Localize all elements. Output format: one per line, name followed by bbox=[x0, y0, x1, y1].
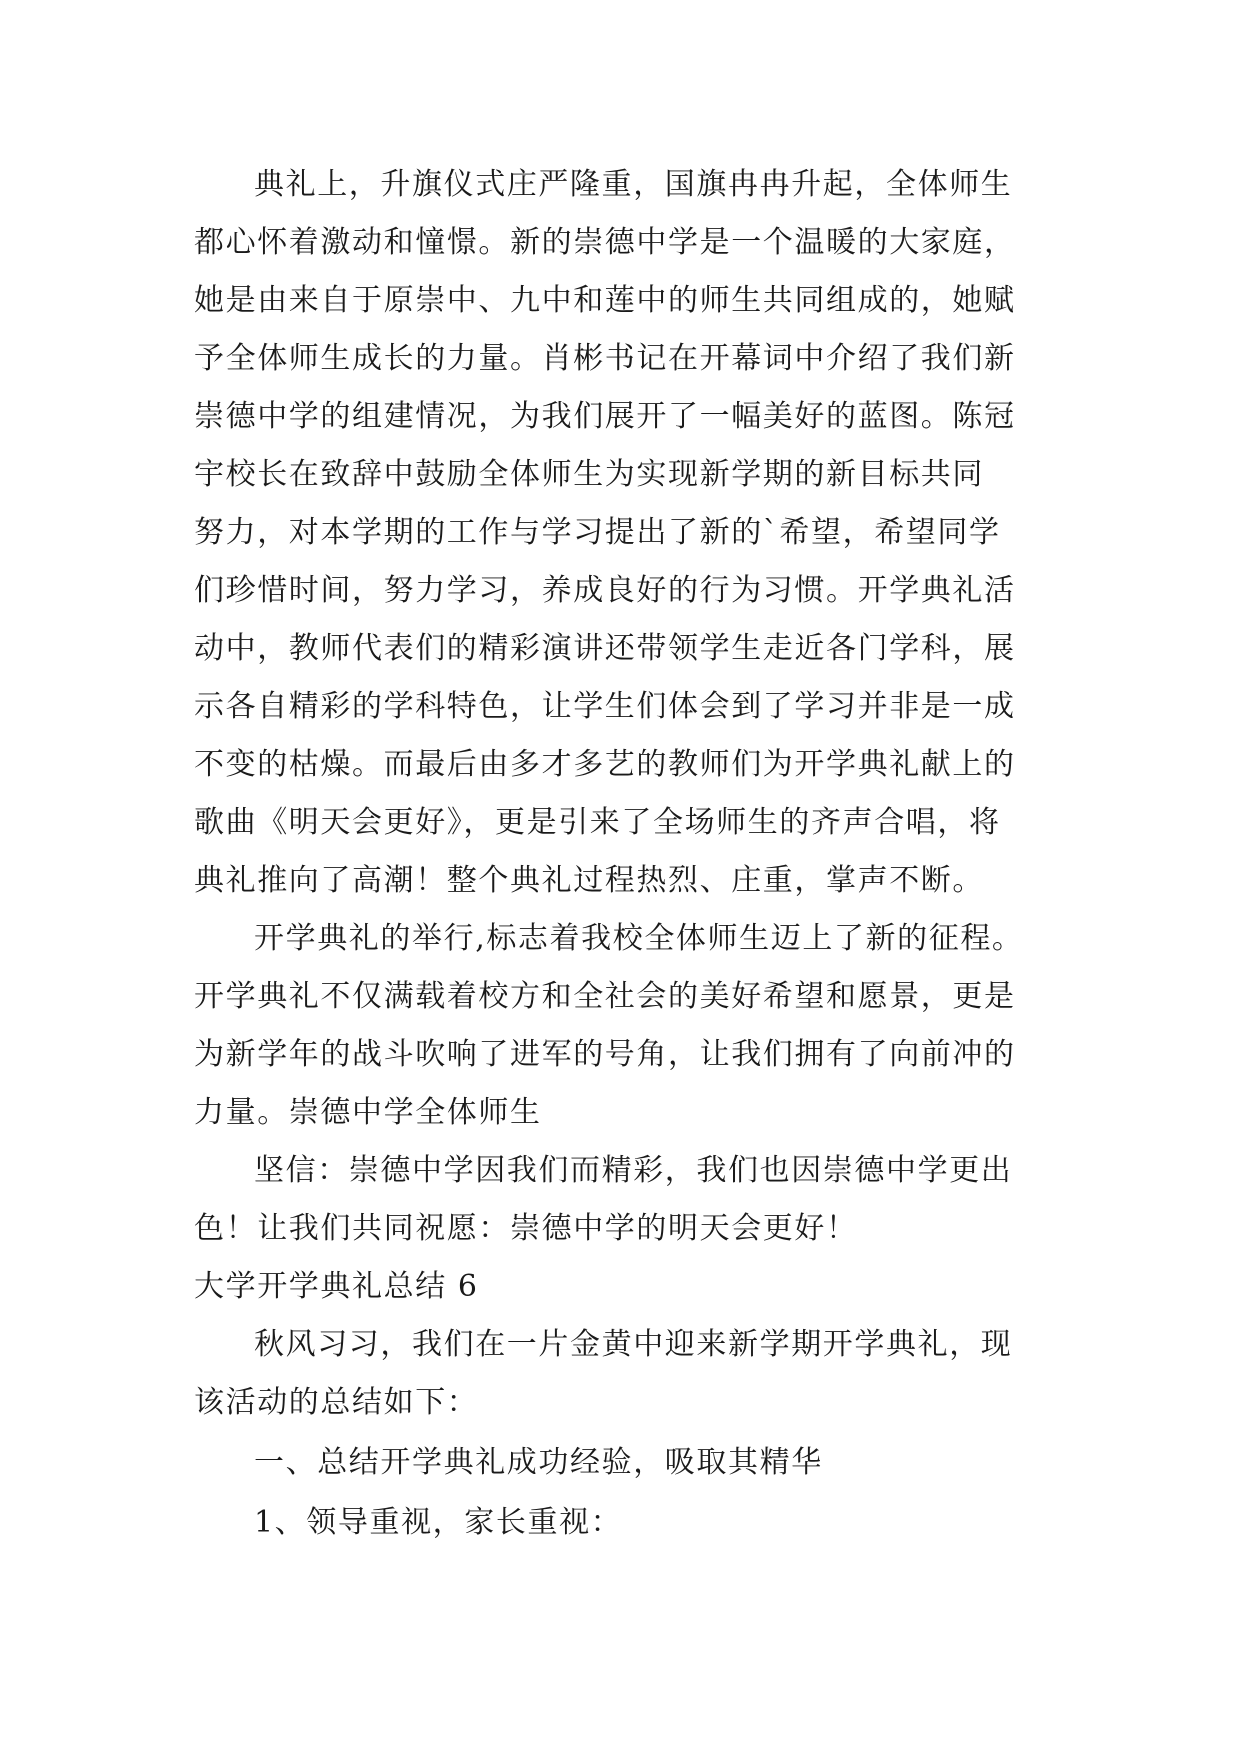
list-item: 1、领导重视，家长重视： bbox=[254, 1505, 623, 1540]
paragraph-line: 典礼推向了高潮！整个典礼过程热烈、庄重，掌声不断。 bbox=[194, 863, 984, 898]
paragraph-line: 歌曲《明天会更好》，更是引来了全场师生的齐声合唱，将 bbox=[194, 805, 1001, 840]
paragraph-line: 们珍惜时间，努力学习，养成良好的行为习惯。开学典礼活 bbox=[194, 573, 1016, 608]
paragraph-line: 开学典礼不仅满载着校方和全社会的美好希望和愿景，更是 bbox=[194, 979, 1016, 1014]
paragraph-line: 力量。崇德中学全体师生 bbox=[194, 1095, 542, 1130]
paragraph-line: 示各自精彩的学科特色，让学生们体会到了学习并非是一成 bbox=[194, 689, 1016, 724]
paragraph-line: 都心怀着激动和憧憬。新的崇德中学是一个温暖的大家庭， bbox=[194, 225, 1016, 260]
paragraph-line: 开学典礼的举行,标志着我校全体师生迈上了新的征程。 bbox=[254, 921, 1024, 956]
paragraph-line: 秋风习习，我们在一片金黄中迎来新学期开学典礼，现 bbox=[254, 1327, 1013, 1362]
section-heading: 大学开学典礼总结 6 bbox=[194, 1269, 479, 1304]
paragraph-line: 动中，教师代表们的精彩演讲还带领学生走近各门学科，展 bbox=[194, 631, 1016, 666]
paragraph-line: 努力，对本学期的工作与学习提出了新的`希望，希望同学 bbox=[194, 515, 1001, 550]
paragraph-line: 坚信：崇德中学因我们而精彩，我们也因崇德中学更出 bbox=[254, 1153, 1013, 1188]
paragraph-line: 宇校长在致辞中鼓励全体师生为实现新学期的新目标共同 bbox=[194, 457, 984, 492]
subheading-line: 一、总结开学典礼成功经验，吸取其精华 bbox=[254, 1445, 823, 1480]
paragraph-line: 不变的枯燥。而最后由多才多艺的教师们为开学典礼献上的 bbox=[194, 747, 1016, 782]
paragraph-line: 典礼上，升旗仪式庄严隆重，国旗冉冉升起，全体师生 bbox=[254, 167, 1013, 202]
paragraph-line: 崇德中学的组建情况，为我们展开了一幅美好的蓝图。陈冠 bbox=[194, 399, 1016, 434]
paragraph-line: 色！让我们共同祝愿：崇德中学的明天会更好！ bbox=[194, 1211, 858, 1246]
paragraph-line: 该活动的总结如下： bbox=[194, 1385, 479, 1420]
paragraph-line: 她是由来自于原崇中、九中和莲中的师生共同组成的，她赋 bbox=[194, 283, 1016, 318]
paragraph-line: 为新学年的战斗吹响了进军的号角，让我们拥有了向前冲的 bbox=[194, 1037, 1016, 1072]
paragraph-line: 予全体师生成长的力量。肖彬书记在开幕词中介绍了我们新 bbox=[194, 341, 1016, 376]
